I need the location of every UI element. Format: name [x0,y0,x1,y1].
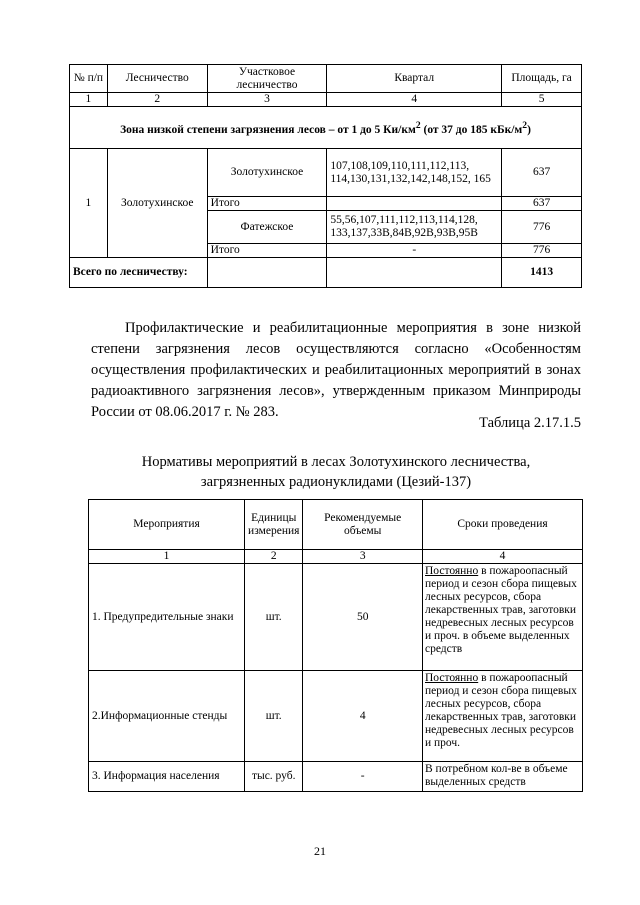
header-subforestry: Участковое лесничество [207,65,327,93]
row-number: 1 [70,149,108,258]
quarters-list: 55,56,107,111,112,113,114,128, 133,137,33В,84В,92В,93В,95В [327,211,502,244]
page-number: 21 [314,844,326,858]
header-units: Единицы измерения [245,500,303,550]
measures-table [88,499,583,792]
col-number: 4 [423,550,583,564]
forestry-name: Золотухинское [107,149,207,258]
measure-unit: тыс. руб. [245,762,303,792]
subforestry-name: Золотухинское [207,149,327,197]
header-quarter: Квартал [327,65,502,93]
header-terms: Сроки проведения [423,500,583,550]
col-number: 2 [107,93,207,107]
col-number: 3 [207,93,327,107]
total-area: 1413 [502,258,582,288]
zone-title: Зона низкой степени загрязнения лесов – от 1 до 5 $Ки/км^2$ (от 37 до 185 кБк/$м^2$) [70,107,582,149]
header-volumes: Рекомендуемые объемы [303,500,423,550]
col-number: 4 [327,93,502,107]
subtotal-area: 776 [502,244,582,258]
table-caption: Таблица 2.17.1.5 [479,415,581,431]
measure-unit: шт. [245,671,303,762]
area-value: 776 [502,211,582,244]
subtotal-area: 637 [502,197,582,211]
measure-term: Постоянно в пожароопасный период и сезон сбора пищевых лесных ресурсов, сбора лекарственных трав, заготовки недревесных лесных ресурсов и проч. [423,671,583,762]
col-number: 3 [303,550,423,564]
subtotal-dash: - [327,244,502,258]
quarters-list: 107,108,109,110,111,112,113, 114,130,131,132,142,148,152, 165 [327,149,502,197]
measure-volume: - [303,762,423,792]
subtotal-label: Итого [207,244,327,258]
subforestry-name: Фатежское [207,211,327,244]
header-num: № п/п [70,65,108,93]
measure-name: 2.Информационные стенды [89,671,245,762]
col-number: 5 [502,93,582,107]
header-measures: Мероприятия [89,500,245,550]
forest-zone-table [69,64,582,288]
measure-name: 1. Предупредительные знаки [89,564,245,671]
area-value: 637 [502,149,582,197]
total-label: Всего по лесничеству: [70,258,208,288]
header-area: Площадь, га [502,65,582,93]
header-forestry: Лесничество [107,65,207,93]
measure-term: Постоянно в пожароопасный период и сезон сбора пищевых лесных ресурсов, сбора лекарственных трав, заготовки недревесных лесных ресурсов и проч. в объеме выделенных средств [423,564,583,671]
measure-unit: шт. [245,564,303,671]
col-number: 1 [70,93,108,107]
table-heading: Нормативы мероприятий в лесах Золотухинского лесничества, загрязненных радионуклидами (Цезий-137) [141,454,531,490]
col-number: 1 [89,550,245,564]
measure-volume: 4 [303,671,423,762]
col-number: 2 [245,550,303,564]
measure-term: В потребном кол-ве в объеме выделенных средств [423,762,583,792]
subtotal-label: Итого [207,197,327,211]
body-paragraph: Профилактические и реабилитационные мероприятия в зоне низкой степени загрязнения лесов осуществляются согласно «Особенностям осуществления профилактических и реабилитационных мероприятий в зонах радиоактивного загрязнения лесов», утвержденным приказом Минприроды России от 08.06.2017 г. № 283. [91,320,581,420]
measure-volume: 50 [303,564,423,671]
measure-name: 3. Информация населения [89,762,245,792]
